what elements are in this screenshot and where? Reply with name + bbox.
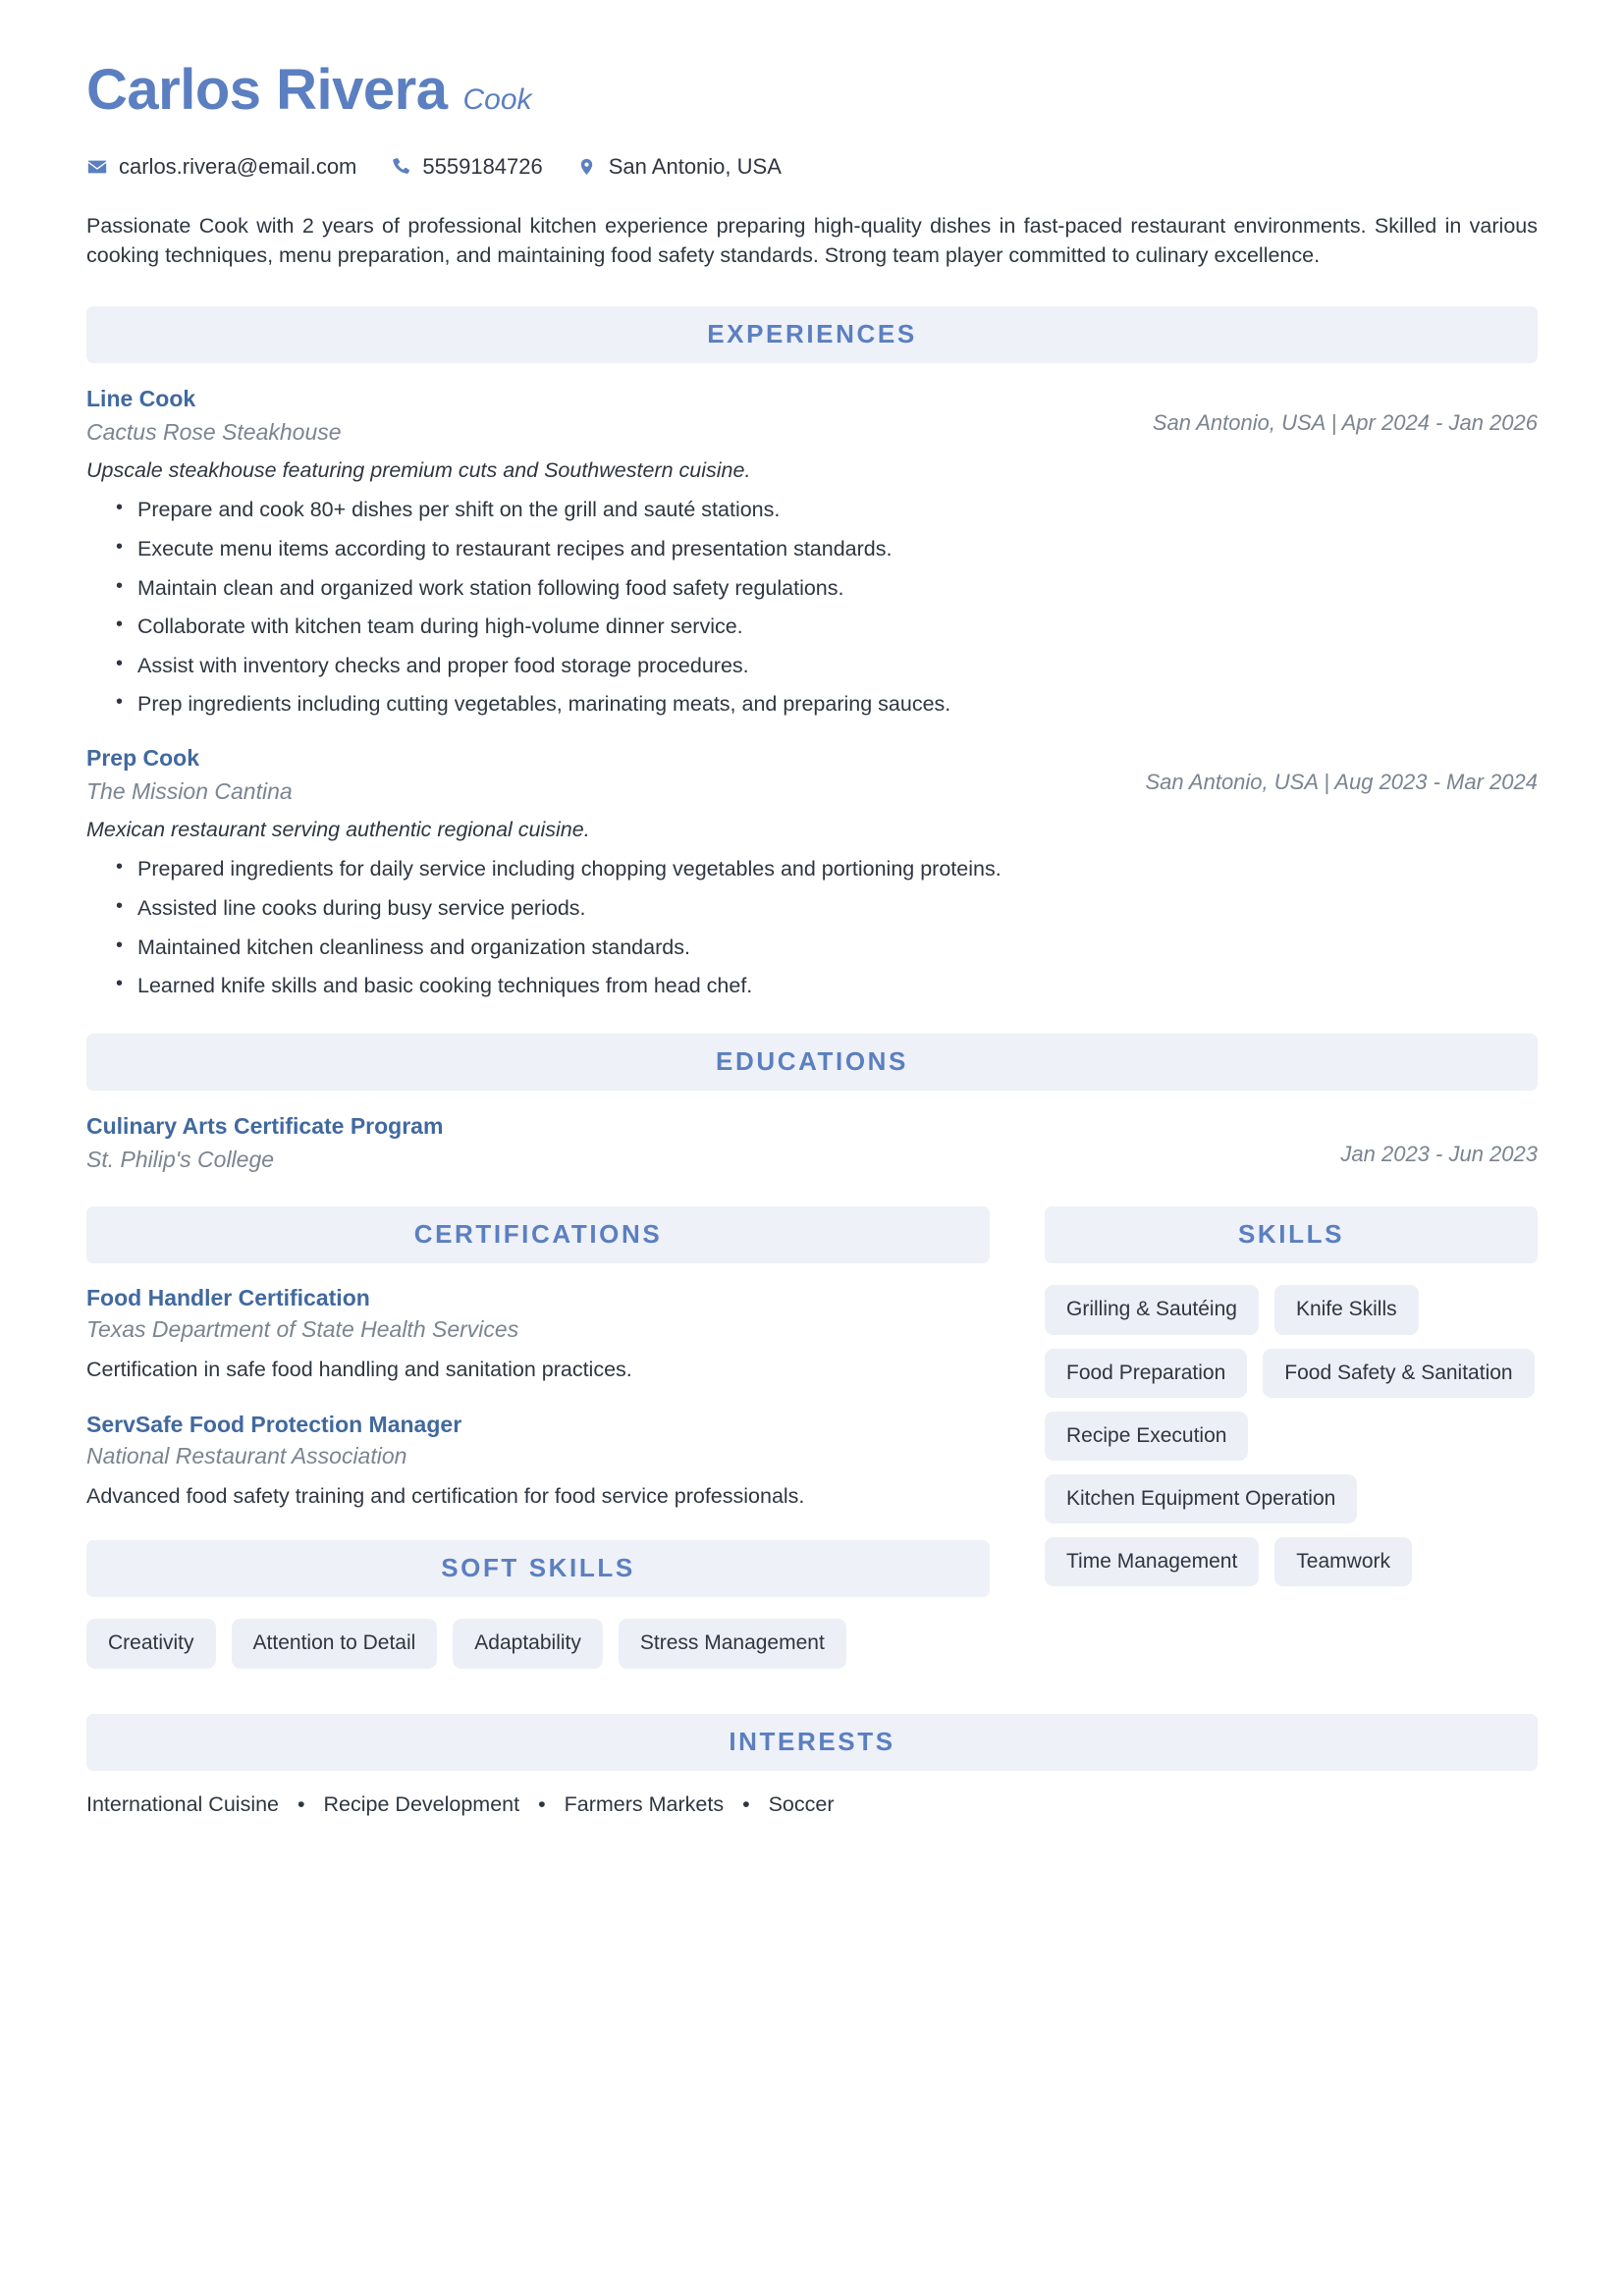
experience-entry — [86, 744, 1538, 1000]
experience-bullet: • Assist with inventory checks and proper food storage procedures. — [116, 652, 1538, 680]
contact-row — [86, 154, 1538, 180]
education-entry-left — [86, 1112, 1340, 1174]
contact-email[interactable] — [86, 154, 356, 180]
experience-bullet: • Prep ingredients including cutting vegetables, marinating meats, and preparing sauces. — [116, 690, 1538, 719]
education-meta: Jan 2023 - Jun 2023 — [1340, 1141, 1538, 1166]
skills-list — [1045, 1285, 1538, 1586]
skill-pill: Recipe Execution — [1045, 1412, 1248, 1461]
experience-bullet: • Prepared ingredients for daily service including chopping vegetables and portioning proteins. — [116, 855, 1538, 883]
experience-entry-left — [86, 744, 1145, 806]
experience-bullet: • Learned knife skills and basic cooking techniques from head chef. — [116, 972, 1538, 1000]
experience-bullets — [86, 855, 1538, 999]
section-title-interests: INTERESTS — [729, 1726, 895, 1756]
experience-entry-top — [86, 744, 1538, 806]
skill-pill: Time Management — [1045, 1537, 1259, 1586]
interests-section — [86, 1714, 1538, 1817]
candidate-job-title: Cook — [462, 83, 532, 116]
soft-skill-pill: Adaptability — [453, 1619, 603, 1668]
section-header-interests — [86, 1714, 1538, 1771]
certification-entry — [86, 1412, 990, 1511]
experience-role: Prep Cook — [86, 744, 200, 771]
section-title-soft-skills: SOFT SKILLS — [441, 1553, 635, 1583]
phone-icon — [390, 156, 411, 178]
skill-pill: Knife Skills — [1274, 1285, 1419, 1334]
experience-bullet: • Maintained kitchen cleanliness and organization standards. — [116, 934, 1538, 962]
interest-separator: • — [742, 1791, 750, 1816]
experience-bullet: • Assisted line cooks during busy service periods. — [116, 894, 1538, 923]
experience-bullet: • Execute menu items according to restaurant recipes and presentation standards. — [116, 535, 1538, 563]
email-icon — [86, 156, 108, 178]
skill-pill: Grilling & Sautéing — [1045, 1285, 1259, 1334]
section-header-educations — [86, 1034, 1538, 1091]
section-title-skills: SKILLS — [1237, 1219, 1345, 1250]
section-header-soft-skills — [86, 1540, 990, 1597]
certification-description: Advanced food safety training and certification for food service professionals. — [86, 1484, 805, 1509]
education-school: St. Philip's College — [86, 1146, 275, 1172]
experience-bullets — [86, 496, 1538, 719]
right-column — [1045, 1206, 1538, 1668]
location-icon — [576, 156, 598, 178]
certification-issuer: National Restaurant Association — [86, 1443, 407, 1469]
certification-issuer: Texas Department of State Health Services — [86, 1316, 519, 1343]
certification-name: Food Handler Certification — [86, 1285, 370, 1311]
soft-skill-pill: Attention to Detail — [232, 1619, 438, 1668]
contact-location-text: San Antonio, USA — [608, 153, 782, 179]
skill-pill: Teamwork — [1274, 1537, 1412, 1586]
experience-bullet: • Collaborate with kitchen team during high-volume dinner service. — [116, 613, 1538, 641]
section-title-certifications: CERTIFICATIONS — [413, 1219, 663, 1250]
certification-name: ServSafe Food Protection Manager — [86, 1412, 462, 1438]
interests-list — [86, 1792, 1538, 1817]
experience-bullet: • Prepare and cook 80+ dishes per shift on the grill and sauté stations. — [116, 496, 1538, 524]
section-header-certifications — [86, 1206, 990, 1263]
experience-role: Line Cook — [86, 385, 196, 411]
education-degree: Culinary Arts Certificate Program — [86, 1112, 444, 1139]
resume-header — [86, 58, 1538, 122]
section-header-experiences — [86, 306, 1538, 363]
soft-skill-pill: Creativity — [86, 1619, 216, 1668]
certification-entry — [86, 1285, 990, 1384]
interest-separator: • — [538, 1791, 546, 1816]
experience-description: Upscale steakhouse featuring premium cuts and Southwestern cuisine. — [86, 458, 751, 483]
contact-phone[interactable] — [390, 154, 542, 180]
skill-pill: Food Preparation — [1045, 1349, 1247, 1398]
interest-item: Soccer — [768, 1791, 835, 1816]
certification-description: Certification in safe food handling and sanitation practices. — [86, 1358, 632, 1382]
section-header-skills — [1045, 1206, 1538, 1263]
contact-email-text: carlos.rivera@email.com — [119, 153, 357, 179]
section-title-experiences: EXPERIENCES — [707, 318, 917, 348]
experience-organization: Cactus Rose Steakhouse — [86, 418, 342, 445]
experience-entry-top — [86, 385, 1538, 447]
skill-pill: Food Safety & Sanitation — [1263, 1349, 1534, 1398]
soft-skills-list — [86, 1619, 990, 1668]
section-title-educations: EDUCATIONS — [716, 1045, 908, 1076]
interest-separator: • — [298, 1791, 305, 1816]
two-column-region — [86, 1206, 1538, 1668]
left-column — [86, 1206, 990, 1668]
experience-meta: San Antonio, USA | Apr 2024 - Jan 2026 — [1152, 409, 1538, 435]
experience-bullet: • Maintain clean and organized work station following food safety regulations. — [116, 574, 1538, 603]
soft-skill-pill: Stress Management — [619, 1619, 846, 1668]
experience-description: Mexican restaurant serving authentic regional cuisine. — [86, 818, 590, 842]
interest-item: Farmers Markets — [564, 1791, 725, 1816]
experience-organization: The Mission Cantina — [86, 777, 293, 804]
candidate-name: Carlos Rivera — [86, 58, 448, 122]
experience-meta: San Antonio, USA | Aug 2023 - Mar 2024 — [1145, 769, 1538, 794]
interest-item: Recipe Development — [323, 1791, 520, 1816]
experience-entry — [86, 385, 1538, 719]
contact-location[interactable] — [576, 154, 782, 180]
professional-summary: Passionate Cook with 2 years of professional kitchen experience preparing high-quality dishes in fast-paced restaurant environments. Skilled in various cooking techniques, menu preparation, and maintaining food safety standards. Strong team player committed to culinary excellence. — [86, 213, 1538, 268]
contact-phone-text: 5559184726 — [422, 153, 543, 179]
interest-item: International Cuisine — [86, 1791, 280, 1816]
skill-pill: Kitchen Equipment Operation — [1045, 1474, 1357, 1523]
experience-entry-left — [86, 385, 1153, 447]
education-entry-top — [86, 1112, 1538, 1174]
education-entry — [86, 1112, 1538, 1174]
